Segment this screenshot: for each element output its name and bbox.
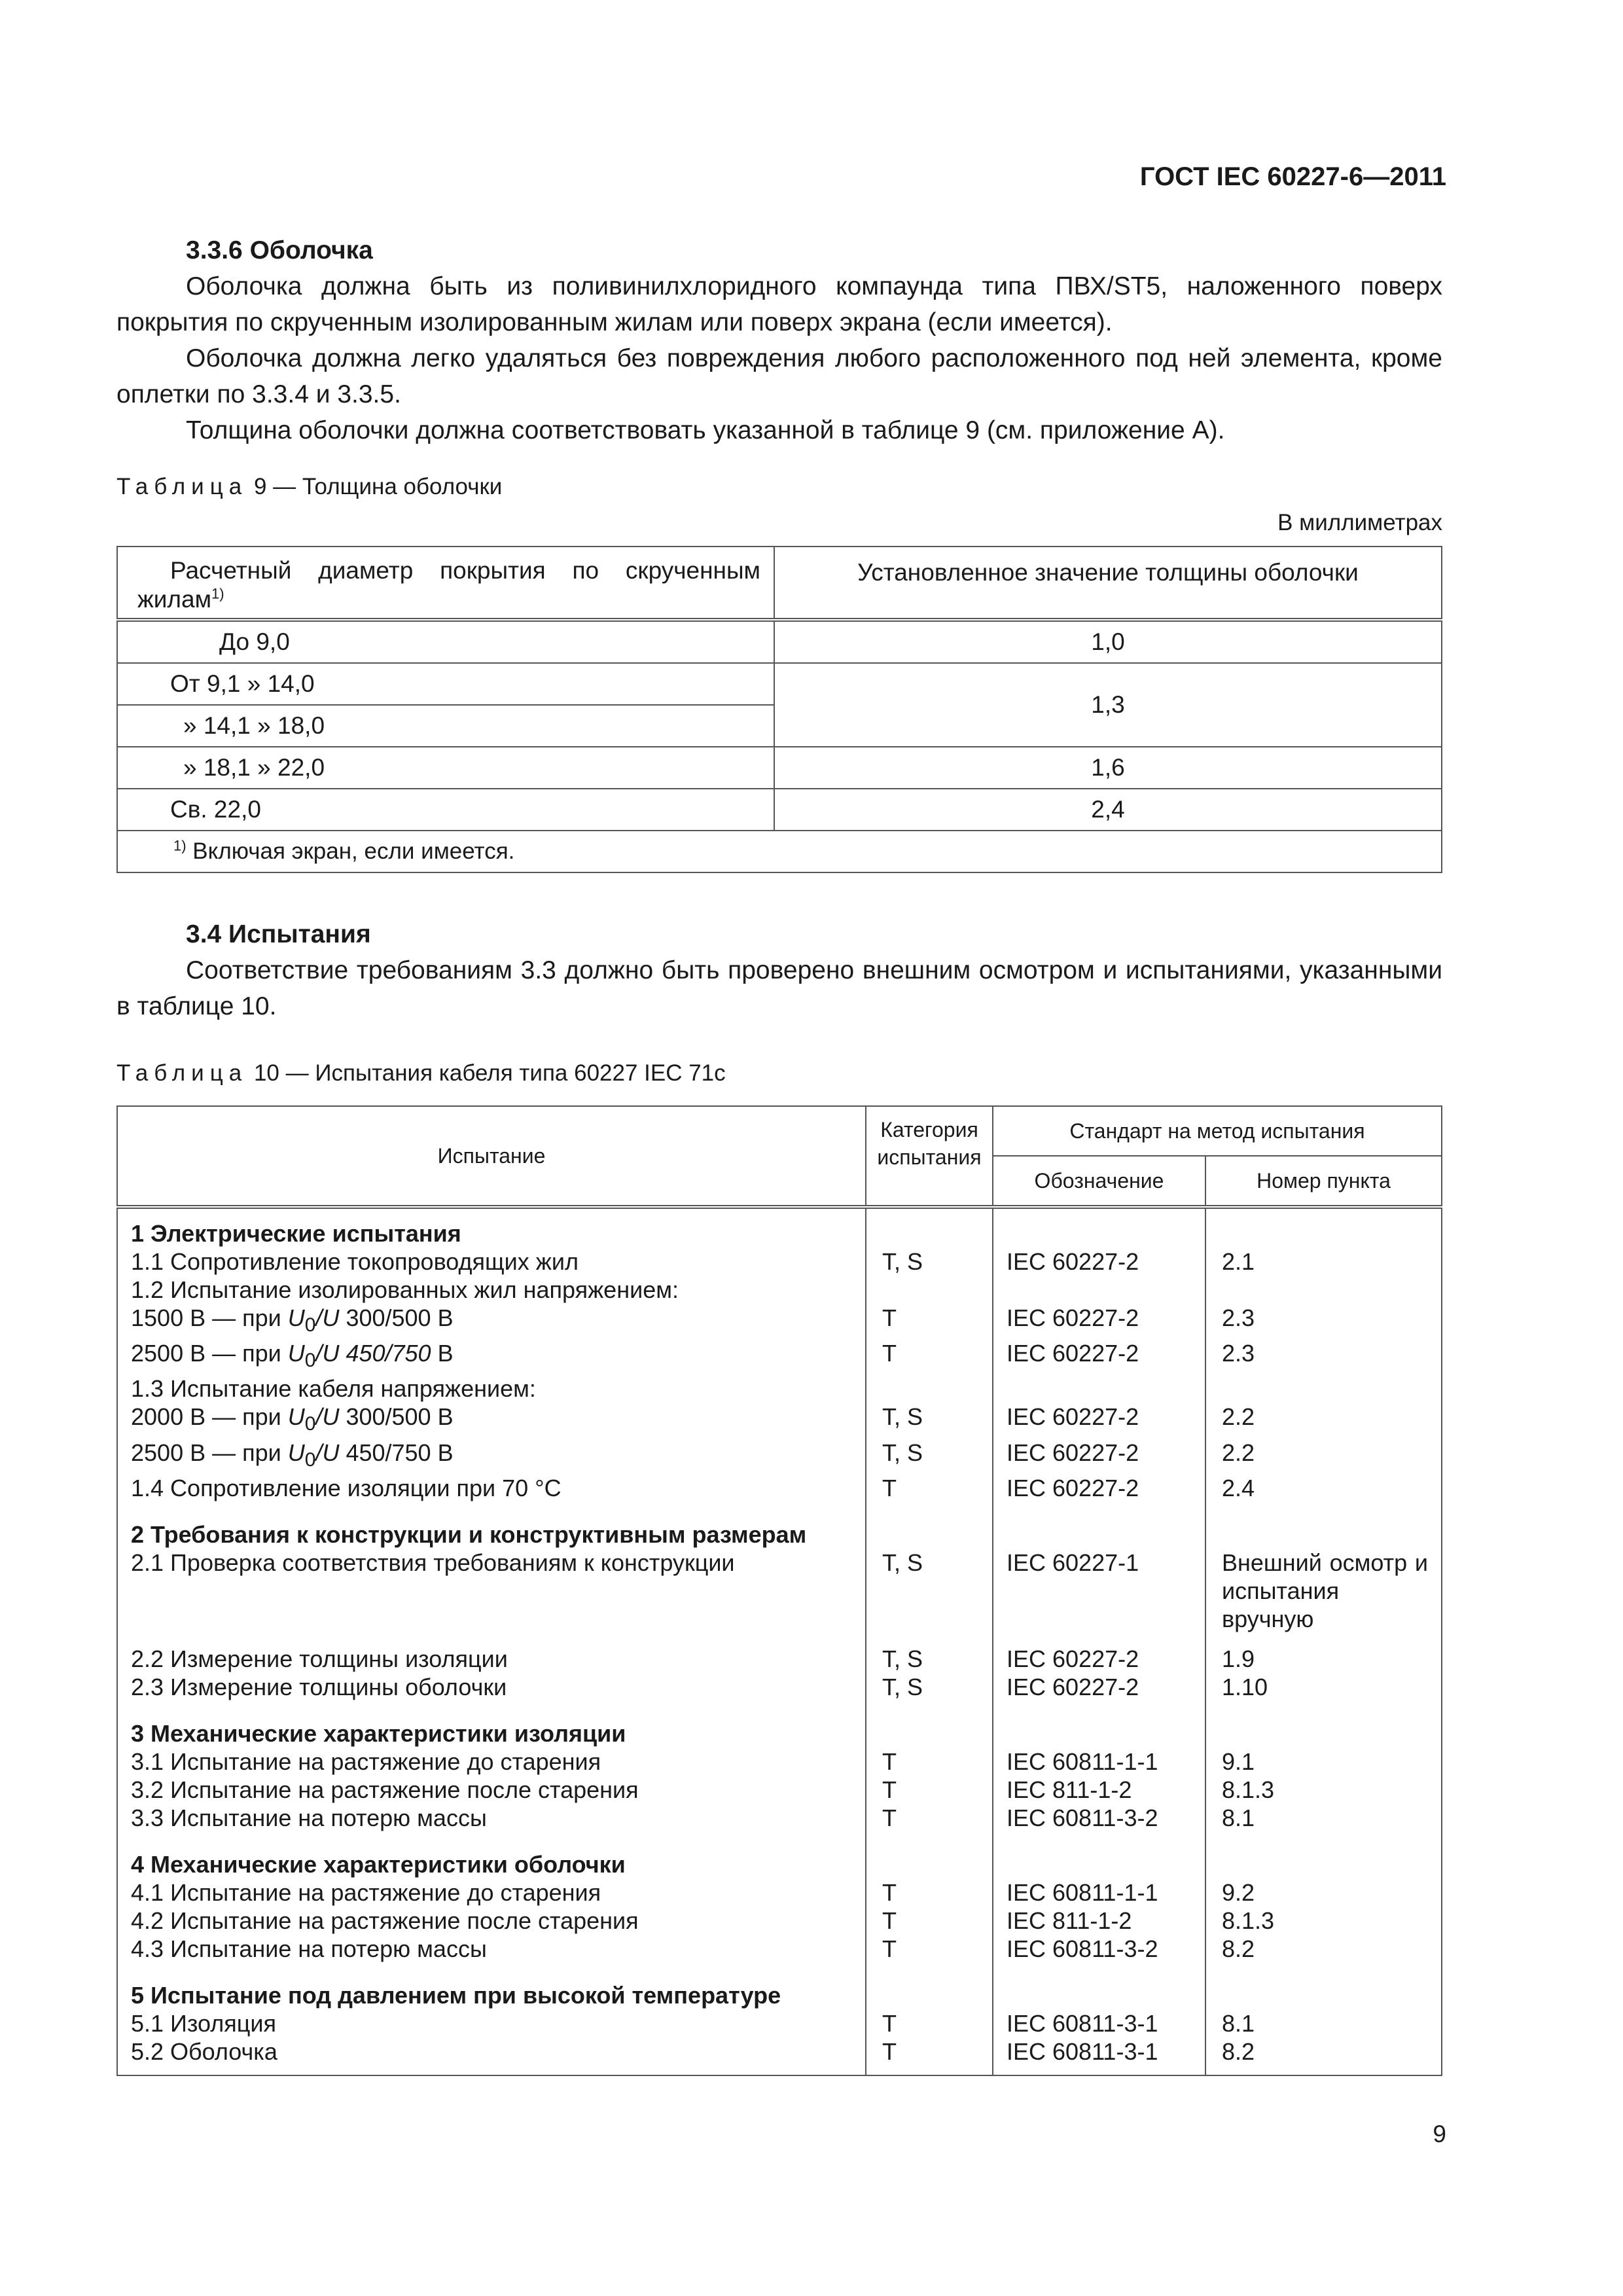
table-row xyxy=(117,747,1442,789)
table-cell: 2.3 xyxy=(1205,1339,1442,1374)
table-row xyxy=(117,1339,1442,1374)
table-cell: IEC 60227-2 xyxy=(993,1247,1205,1276)
table-row xyxy=(117,2009,1442,2037)
table-row xyxy=(117,1247,1442,1276)
table-cell: 8.2 xyxy=(1205,2037,1442,2075)
table-cell: IEC 60811-3-1 xyxy=(993,2037,1205,2075)
table-cell: 8.1 xyxy=(1205,1804,1442,1832)
table-header-row xyxy=(117,547,1442,620)
table-cell: T, S xyxy=(866,1247,993,1276)
table-cell: T xyxy=(866,1776,993,1804)
table-cell: 8.1.3 xyxy=(1205,1907,1442,1935)
table-cell: T xyxy=(866,1304,993,1339)
table-cell: 1.1 Сопротивление токопроводящих жил xyxy=(117,1247,866,1276)
table-cell: 1.3 Испытание кабеля напряжением: xyxy=(117,1374,866,1403)
table-unit: В миллиметрах xyxy=(1277,510,1442,535)
table-cell: T, S xyxy=(866,1645,993,1673)
table-cell: 2500 В — при $U_0/U$ 450/750 В xyxy=(117,1339,866,1374)
paragraph: Толщина оболочки должна соответствовать указанной в таблице 9 (см. приложение А). xyxy=(186,416,1225,444)
table-cell: IEC 60811-1-1 xyxy=(993,1748,1205,1776)
section-3-4 xyxy=(116,916,1442,1024)
table-cell: 2.1 xyxy=(1205,1247,1442,1276)
table-row xyxy=(117,1878,1442,1907)
table-cell: T xyxy=(866,1878,993,1907)
table-caption xyxy=(116,1055,1442,1091)
table-row xyxy=(117,1701,1442,1748)
table-header-cell: Обозначение xyxy=(993,1156,1205,1207)
table-row xyxy=(117,1748,1442,1776)
table-header-cell: Категория испытания xyxy=(866,1106,993,1207)
table-row xyxy=(117,1549,1442,1645)
table-cell: 2.4 xyxy=(1205,1474,1442,1502)
table-cell: IEC 60811-3-2 xyxy=(993,1804,1205,1832)
table-header-row xyxy=(117,1106,1442,1156)
table-row xyxy=(117,1403,1442,1438)
table-cell: 1.9 xyxy=(1205,1645,1442,1673)
table-cell: T xyxy=(866,2009,993,2037)
table-9-block xyxy=(116,469,1442,873)
table-cell: 1.2 Испытание изолированных жил напряжением: xyxy=(117,1276,866,1304)
table-caption-text: 9 — Толщина оболочки xyxy=(253,474,503,499)
table-cell: 2,4 xyxy=(774,789,1442,831)
table-header-cell: Номер пункта xyxy=(1205,1156,1442,1207)
table-cell: 2.2 xyxy=(1205,1439,1442,1474)
table-group-heading: 1 Электрические испытания xyxy=(117,1207,866,1247)
table-cell: 4.2 Испытание на растяжение после старения xyxy=(117,1907,866,1935)
table-row xyxy=(117,1374,1442,1403)
paragraph: Соответствие требованиям 3.3 должно быть проверено внешним осмотром и испытаниями, указанными в таблице 10. xyxy=(116,956,1442,1020)
table-cell: Внешний осмотр и испытания вручную xyxy=(1205,1549,1442,1645)
table-10-block xyxy=(116,1055,1442,2076)
table-caption-word: Таблица xyxy=(116,474,248,499)
table-cell: 2.1 Проверка соответствия требованиям к конструкции xyxy=(117,1549,866,1645)
table-caption-text: 10 — Испытания кабеля типа 60227 IEC 71c xyxy=(253,1060,726,1086)
table-cell: T xyxy=(866,1474,993,1502)
table-cell: T xyxy=(866,1804,993,1832)
table-cell: 8.2 xyxy=(1205,1935,1442,1963)
table-cell: 5.1 Изоляция xyxy=(117,2009,866,2037)
table-cell: 1.4 Сопротивление изоляции при 70 °С xyxy=(117,1474,866,1502)
table-cell: IEC 60227-2 xyxy=(993,1645,1205,1673)
table-row xyxy=(117,1804,1442,1832)
table-cell: 9.2 xyxy=(1205,1878,1442,1907)
table-caption-word: Таблица xyxy=(116,1060,248,1086)
table-cell: 3.3 Испытание на потерю массы xyxy=(117,1804,866,1832)
paragraph: Оболочка должна легко удаляться без повреждения любого расположенного под ней элемента, кроме оплетки по 3.3.4 и 3.3.5. xyxy=(116,344,1442,408)
table-row xyxy=(117,1474,1442,1502)
table-cell: 1,0 xyxy=(774,620,1442,663)
table-cell: IEC 60227-2 xyxy=(993,1304,1205,1339)
table-cell: 2.3 Измерение толщины оболочки xyxy=(117,1673,866,1701)
table-cell: IEC 60227-2 xyxy=(993,1439,1205,1474)
table-cell: IEC 60811-1-1 xyxy=(993,1878,1205,1907)
page-number: 9 xyxy=(1433,2121,1446,2147)
table-group-heading: 5 Испытание под давлением при высокой температуре xyxy=(117,1963,866,2009)
table-header-cell: Расчетный диаметр покрытия по скрученным жилам$^{1)}$ xyxy=(117,547,774,620)
table-cell: IEC 60811-3-1 xyxy=(993,2009,1205,2037)
table-cell: T, S xyxy=(866,1403,993,1438)
table-header-cell: Установленное значение толщины оболочки xyxy=(774,547,1442,620)
table-cell: 8.1.3 xyxy=(1205,1776,1442,1804)
table-row xyxy=(117,1645,1442,1673)
table-footnote: $^{1)}$ Включая экран, если имеется. xyxy=(117,831,1442,872)
standard-designation: ГОСТ IEC 60227-6—2011 xyxy=(1139,162,1446,191)
table-group-heading: 2 Требования к конструкции и конструктивным размерам xyxy=(117,1502,866,1549)
table-cell: 3.2 Испытание на растяжение после старения xyxy=(117,1776,866,1804)
table-row xyxy=(117,1673,1442,1701)
table-cell: 2500 В — при $U_0/U$ 450/750 В xyxy=(117,1439,866,1474)
paragraph: Оболочка должна быть из поливинилхлоридного компаунда типа ПВХ/ST5, наложенного поверх покрытия по скрученным изолированным жилам или поверх экрана (если имеется). xyxy=(116,272,1442,336)
table-row xyxy=(117,789,1442,831)
table-header-cell: Стандарт на метод испытания xyxy=(993,1106,1442,1156)
table-row xyxy=(117,1207,1442,1247)
table-note-row xyxy=(117,831,1442,872)
table-cell: 4.1 Испытание на растяжение до старения xyxy=(117,1878,866,1907)
table-cell: 9.1 xyxy=(1205,1748,1442,1776)
table-cell: T xyxy=(866,1748,993,1776)
table-cell: IEC 60227-2 xyxy=(993,1403,1205,1438)
table-cell: 5.2 Оболочка xyxy=(117,2037,866,2075)
table-caption xyxy=(116,469,1442,505)
table-cell: IEC 60227-1 xyxy=(993,1549,1205,1645)
table-cell: 3.1 Испытание на растяжение до старения xyxy=(117,1748,866,1776)
table-cell: T xyxy=(866,1339,993,1374)
table-cell: » 14,1 » 18,0 xyxy=(117,705,774,747)
table-row xyxy=(117,1502,1442,1549)
table-9 xyxy=(116,546,1442,873)
table-cell: 2.3 xyxy=(1205,1304,1442,1339)
table-group-heading: 4 Механические характеристики оболочки xyxy=(117,1832,866,1878)
table-cell: IEC 60227-2 xyxy=(993,1339,1205,1374)
section-heading: 3.3.6 Оболочка xyxy=(186,236,373,264)
table-cell: T, S xyxy=(866,1439,993,1474)
table-cell: IEC 811-1-2 xyxy=(993,1776,1205,1804)
table-row xyxy=(117,1832,1442,1878)
table-cell: Св. 22,0 xyxy=(117,789,774,831)
table-row xyxy=(117,1439,1442,1474)
table-10 xyxy=(116,1105,1442,2076)
table-cell: IEC 60227-2 xyxy=(993,1474,1205,1502)
table-row xyxy=(117,1276,1442,1304)
table-cell: T xyxy=(866,1935,993,1963)
table-cell: T xyxy=(866,2037,993,2075)
table-cell: От 9,1 » 14,0 xyxy=(117,663,774,705)
section-heading: 3.4 Испытания xyxy=(186,920,371,948)
table-cell: 1,6 xyxy=(774,747,1442,789)
table-row xyxy=(117,2037,1442,2075)
table-cell: 2.2 xyxy=(1205,1403,1442,1438)
table-cell: До 9,0 xyxy=(117,620,774,663)
table-cell: T, S xyxy=(866,1549,993,1645)
table-cell: IEC 811-1-2 xyxy=(993,1907,1205,1935)
table-row xyxy=(117,1963,1442,2009)
table-group-heading: 3 Механические характеристики изоляции xyxy=(117,1701,866,1748)
table-row xyxy=(117,620,1442,663)
table-cell: IEC 60811-3-2 xyxy=(993,1935,1205,1963)
table-cell: 2.2 Измерение толщины изоляции xyxy=(117,1645,866,1673)
section-3-3-6 xyxy=(116,232,1442,448)
table-header-cell: Испытание xyxy=(117,1106,866,1207)
table-cell: 1500 В — при $U_0/U$ 300/500 В xyxy=(117,1304,866,1339)
table-row xyxy=(117,663,1442,705)
table-row xyxy=(117,1776,1442,1804)
table-cell: 1.10 xyxy=(1205,1673,1442,1701)
table-cell: T xyxy=(866,1907,993,1935)
table-cell: 8.1 xyxy=(1205,2009,1442,2037)
table-cell: » 18,1 » 22,0 xyxy=(117,747,774,789)
table-cell: 4.3 Испытание на потерю массы xyxy=(117,1935,866,1963)
table-row xyxy=(117,1907,1442,1935)
table-cell: T, S xyxy=(866,1673,993,1701)
table-cell: IEC 60227-2 xyxy=(993,1673,1205,1701)
table-cell: 2000 В — при $U_0/U$ 300/500 В xyxy=(117,1403,866,1438)
table-cell: 1,3 xyxy=(774,663,1442,747)
table-row xyxy=(117,1304,1442,1339)
table-row xyxy=(117,1935,1442,1963)
